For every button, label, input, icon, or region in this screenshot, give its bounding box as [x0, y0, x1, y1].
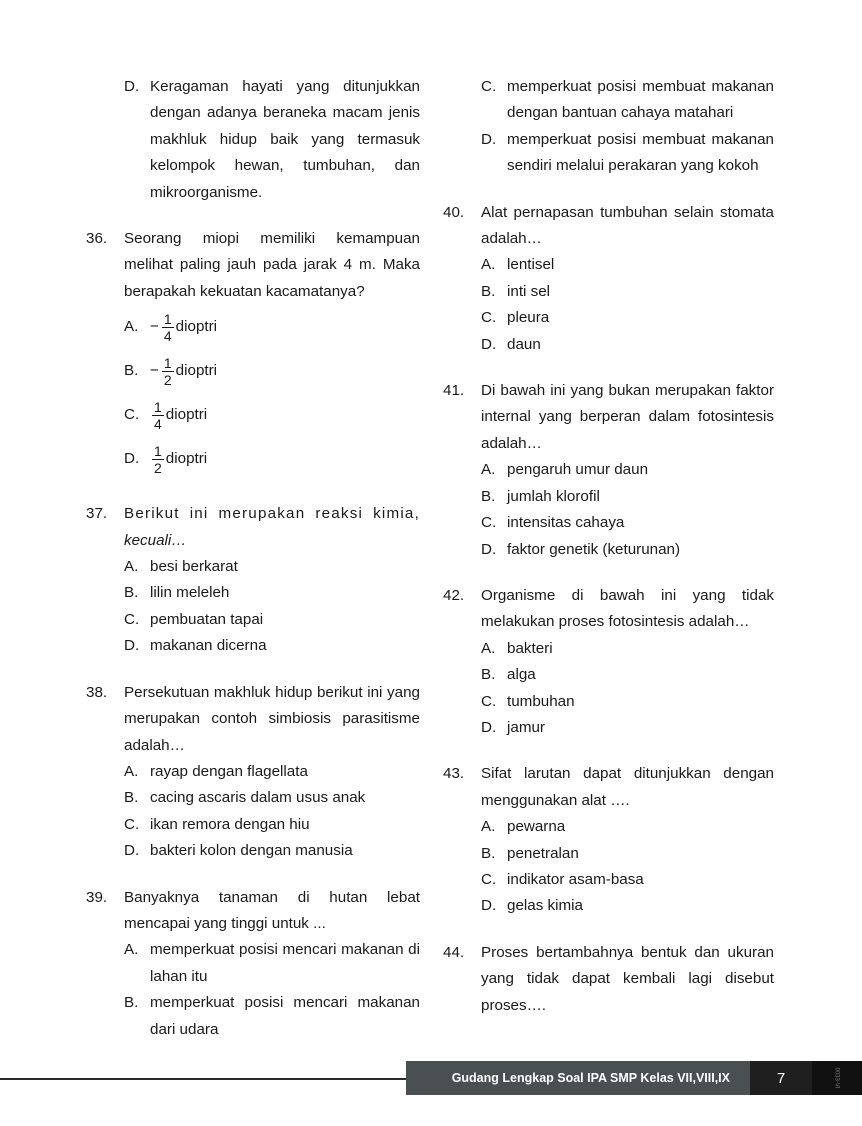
- option-c: [481, 305, 774, 331]
- option-unit: dioptri: [175, 362, 218, 380]
- question-number: 39.: [86, 888, 108, 906]
- right-column: [443, 74, 774, 1019]
- fraction-denominator: 2: [154, 459, 162, 476]
- option-text: bakteri kolon dengan manusia: [150, 842, 353, 860]
- q36-option-a: [124, 305, 420, 349]
- option-d: [481, 537, 774, 563]
- footer-tab-code: 0033-VI: [833, 1067, 840, 1089]
- option-text: inti sel: [507, 282, 551, 300]
- question-38: [86, 680, 420, 865]
- option-text: pengaruh umur daun: [507, 461, 649, 479]
- option-text: memperkuat posisi membuat makanan sendiri melalui perakaran yang kokoh: [507, 130, 774, 175]
- option-letter: B.: [481, 666, 496, 684]
- fraction: [152, 443, 164, 476]
- fraction-numerator: 1: [154, 442, 162, 459]
- option-text: memperkuat posisi mencari makanan dari udara: [150, 994, 420, 1038]
- option-text: lilin meleleh: [150, 584, 230, 602]
- option-letter: B.: [124, 994, 139, 1012]
- option-a: [481, 457, 774, 483]
- option-letter: D.: [481, 540, 497, 558]
- option-b: [124, 990, 420, 1043]
- option-letter: A.: [481, 461, 496, 479]
- question-text-main: Berikut ini merupakan reaksi kimia,: [124, 505, 420, 523]
- footer-side-tab: [812, 1061, 862, 1095]
- q39-option-d: [481, 127, 774, 180]
- option-text: pewarna: [507, 818, 566, 836]
- option-letter: C.: [124, 610, 140, 628]
- option-unit: dioptri: [165, 406, 208, 424]
- footer-rule: [0, 1078, 406, 1080]
- option-text: ikan remora dengan hiu: [150, 815, 310, 833]
- option-letter: D.: [124, 450, 140, 468]
- question-number: 41.: [443, 382, 465, 400]
- q36-option-b: [124, 349, 420, 393]
- question-text: Proses bertambahnya bentuk dan ukuran yang tidak dapat kembali lagi disebut proses….: [481, 943, 774, 1014]
- option-d: [124, 633, 420, 659]
- option-c: [481, 689, 774, 715]
- page-number: 7: [776, 1069, 786, 1087]
- option-letter: A.: [481, 256, 496, 274]
- option-text: penetralan: [507, 844, 579, 862]
- fraction-denominator: 4: [154, 415, 162, 432]
- footer-title: Gudang Lengkap Soal IPA SMP Kelas VII,VIII,IX: [451, 1071, 730, 1085]
- question-40: [443, 200, 774, 358]
- option-text: Keragaman hayati yang ditunjukkan dengan adanya beraneka macam jenis makhluk hidup baik yang termasuk kelompok hewan, tumbuhan, dan mikroorganisme.: [150, 78, 420, 201]
- option-text: pembuatan tapai: [150, 610, 264, 628]
- minus-sign: −: [150, 318, 159, 336]
- option-text: intensitas cahaya: [507, 514, 625, 532]
- option-d: [481, 893, 774, 919]
- option-letter: C.: [124, 815, 140, 833]
- option-a: [124, 554, 420, 580]
- option-b: [481, 841, 774, 867]
- option-letter: A.: [481, 639, 496, 657]
- option-d: [124, 838, 420, 864]
- option-text: memperkuat posisi membuat makanan dengan bantuan cahaya matahari: [507, 78, 774, 122]
- option-a: [481, 814, 774, 840]
- option-letter: B.: [124, 789, 139, 807]
- option-letter: B.: [124, 584, 139, 602]
- fraction-numerator: 1: [163, 310, 172, 327]
- option-text: tumbuhan: [507, 692, 575, 710]
- option-b: [481, 279, 774, 305]
- option-text: rayap dengan flagellata: [150, 762, 308, 780]
- option-letter: A.: [124, 762, 139, 780]
- question-44: [443, 940, 774, 1019]
- option-b: [124, 580, 420, 606]
- question-number: 38.: [86, 683, 108, 701]
- option-unit: dioptri: [175, 318, 218, 336]
- option-letter: C.: [124, 406, 140, 424]
- option-letter: A.: [124, 941, 139, 959]
- option-letter: D.: [481, 897, 497, 915]
- option-text: jumlah klorofil: [507, 487, 600, 505]
- option-letter: C.: [481, 78, 497, 95]
- option-letter: A.: [124, 558, 139, 576]
- question-41: [443, 378, 774, 563]
- option-text: memperkuat posisi mencari makanan di lahan itu: [150, 941, 420, 985]
- fraction-denominator: 4: [163, 327, 172, 344]
- question-text: Alat pernapasan tumbuhan selain stomata adalah…: [481, 203, 774, 248]
- question-text: [124, 501, 420, 554]
- fraction-numerator: 1: [154, 398, 162, 415]
- question-text: Persekutuan makhluk hidup berikut ini yang merupakan contoh simbiosis parasitisme adalah…: [124, 683, 420, 754]
- option-text: indikator asam-basa: [507, 870, 644, 888]
- option-letter: D.: [481, 130, 497, 148]
- page-number-box: [750, 1061, 812, 1095]
- option-letter: D.: [481, 335, 497, 353]
- question-text-emphasis: kecuali…: [124, 531, 187, 549]
- footer-title-bar: [406, 1061, 750, 1095]
- option-c: [481, 867, 774, 893]
- option-text: alga: [507, 666, 536, 684]
- fraction: [162, 355, 174, 388]
- option-c: [124, 607, 420, 633]
- fraction: [152, 399, 164, 432]
- question-37: [86, 501, 420, 659]
- option-text: daun: [507, 335, 541, 353]
- option-text: cacing ascaris dalam usus anak: [150, 789, 366, 807]
- question-number: 36.: [86, 230, 108, 248]
- q36-option-c: [124, 393, 420, 437]
- option-a: [481, 636, 774, 662]
- q39-option-c: [481, 74, 774, 127]
- option-a: [481, 252, 774, 278]
- question-text: Banyaknya tanaman di hutan lebat mencapai yang tinggi untuk ...: [124, 888, 420, 932]
- question-text: Seorang miopi memiliki kemampuan melihat paling jauh pada jarak 4 m. Maka berapakah kekuatan kacamatanya?: [124, 230, 420, 300]
- question-text: Di bawah ini yang bukan merupakan faktor internal yang berperan dalam fotosintesis adalah…: [481, 382, 774, 452]
- question-text: Organisme di bawah ini yang tidak melakukan proses fotosintesis adalah…: [481, 586, 774, 631]
- option-a: [124, 937, 420, 990]
- question-39: [86, 885, 420, 1043]
- option-text: bakteri: [507, 639, 553, 657]
- option-d: [481, 715, 774, 741]
- option-text: jamur: [507, 718, 545, 736]
- option-letter: C.: [481, 870, 497, 888]
- option-d: [481, 332, 774, 358]
- option-text: lentisel: [507, 256, 555, 274]
- q35-option-d: [124, 74, 420, 206]
- option-letter: A.: [124, 318, 139, 336]
- option-letter: B.: [481, 282, 496, 300]
- option-text: faktor genetik (keturunan): [507, 540, 681, 558]
- left-column: [86, 74, 420, 1043]
- question-number: 42.: [443, 586, 465, 604]
- option-letter: D.: [124, 637, 140, 655]
- option-b: [481, 662, 774, 688]
- option-letter: B.: [481, 844, 496, 862]
- option-letter: D.: [124, 842, 140, 860]
- question-number: 37.: [86, 505, 108, 523]
- option-text: makanan dicerna: [150, 637, 267, 655]
- fraction-denominator: 2: [163, 371, 172, 388]
- option-letter: D.: [481, 718, 497, 736]
- fraction: [162, 311, 174, 344]
- option-text: gelas kimia: [507, 897, 583, 915]
- option-letter: B.: [481, 487, 496, 505]
- option-c: [124, 812, 420, 838]
- question-number: 43.: [443, 765, 465, 783]
- question-36: [86, 226, 420, 481]
- option-a: [124, 759, 420, 785]
- option-text: pleura: [507, 309, 550, 327]
- option-letter: D.: [124, 78, 140, 95]
- minus-sign: −: [150, 362, 159, 380]
- question-43: [443, 761, 774, 919]
- option-letter: B.: [124, 362, 139, 380]
- question-text: Sifat larutan dapat ditunjukkan dengan menggunakan alat ….: [481, 765, 774, 809]
- fraction-numerator: 1: [163, 354, 172, 371]
- option-b: [481, 484, 774, 510]
- question-number: 40.: [443, 203, 465, 221]
- option-letter: C.: [481, 692, 497, 710]
- option-b: [124, 785, 420, 811]
- option-letter: A.: [481, 818, 496, 836]
- question-number: 44.: [443, 943, 465, 961]
- option-letter: C.: [481, 309, 497, 327]
- option-letter: C.: [481, 514, 497, 532]
- question-42: [443, 583, 774, 741]
- option-c: [481, 510, 774, 536]
- option-text: besi berkarat: [150, 558, 238, 576]
- q36-option-d: [124, 437, 420, 481]
- option-unit: dioptri: [165, 450, 208, 468]
